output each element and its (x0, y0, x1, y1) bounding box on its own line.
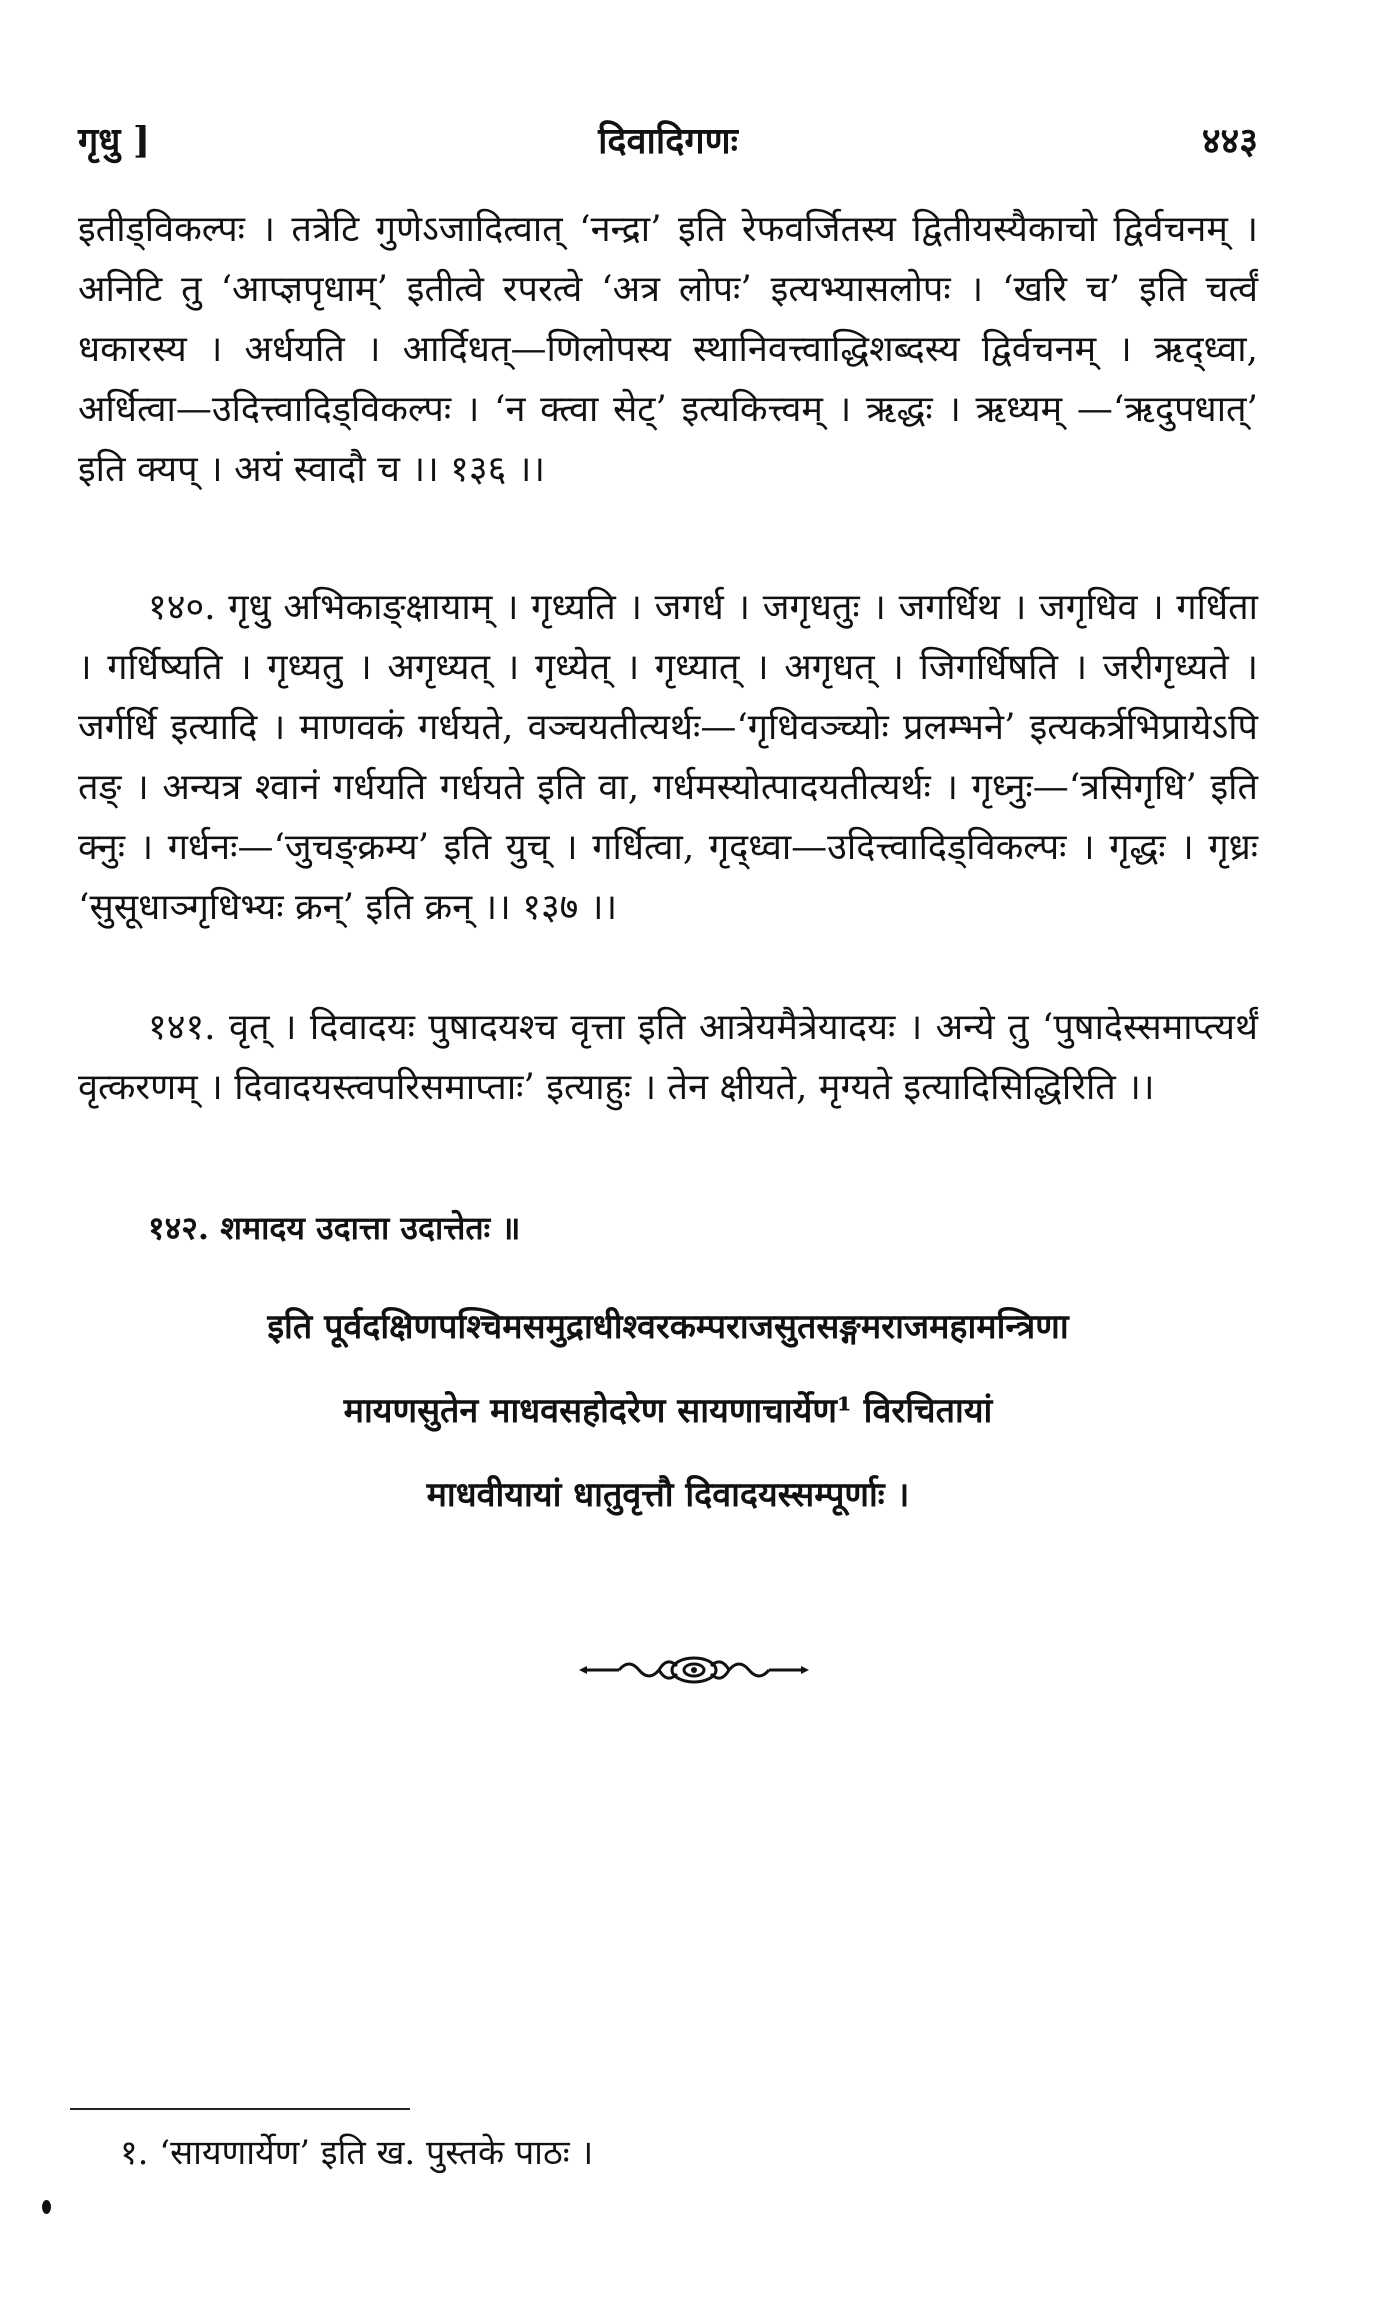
colophon-line-2: मायणसुतेन माधवसहोदरेण सायणाचार्येण¹ विरचितायां (343, 1391, 993, 1431)
ornament-flourish-icon (579, 1650, 809, 1690)
paragraph-sutra-141 (78, 998, 1258, 1118)
page-number: ४४३ (1201, 120, 1258, 162)
paragraph-sutra-140 (78, 578, 1258, 938)
ornament-divider-icon (0, 1650, 1388, 1694)
colophon-line-1: इति पूर्वदक्षिणपश्चिमसमुद्राधीश्वरकम्पराजसुतसङ्गमराजमहामन्त्रिणा (267, 1307, 1069, 1347)
header-left-keyword: गृधु ] (78, 120, 150, 162)
paragraph-text: १४१. वृत् । दिवादयः पुषादयश्च वृत्ता इति आत्रेयमैत्रेयादयः । अन्ये तु ‘पुषादेस्समाप्त्यर्थं वृत्करणम् । दिवादयस्त्वपरिसमाप्ताः’ इत्याहुः । तेन क्षीयते, मृग्यते इत्यादिसिद्धिरिति ।। (78, 1007, 1258, 1108)
paragraph-text: इतीड्विकल्पः । तत्रेटि गुणेऽजादित्वात् ‘नन्द्रा’ इति रेफवर्जितस्य द्वितीयस्यैकाचो द्विर्वचनम् । अनिटि तु ‘आप्ज्ञपृधाम्’ इतीत्वे रपरत्वे ‘अत्र लोपः’ इत्यभ्यासलोपः । ‘खरि च’ इति चर्त्वं धकारस्य । अर्धयति । आर्दिधत्—णिलोपस्य स्थानिवत्त्वाद्धिशब्दस्य द्विर्वचनम् । ऋद्ध्वा, अर्धित्वा—उदित्त्वादिड्विकल्पः । ‘न क्त्वा सेट्’ इत्यकित्त्वम् । ऋद्धः । ऋध्यम् —‘ऋदुपधात्’ इति क्यप् । अयं स्वादौ च ।। १३६ ।। (78, 209, 1258, 490)
footnote: १. ‘सायणार्येण’ इति ख. पुस्तके पाठः । (120, 2133, 594, 2173)
colophon (78, 1285, 1258, 1537)
header-title: दिवादिगणः (598, 120, 738, 162)
paragraph-text: १४२. शमादय उदात्ता उदात्तेतः ॥ (148, 1209, 521, 1247)
paragraph-sutra-142 (78, 1198, 1258, 1258)
colophon-line-3: माधवीयायां धातुवृत्तौ दिवादयस्सम्पूर्णाः । (426, 1475, 910, 1515)
running-header (78, 115, 1258, 175)
paragraph-1 (78, 200, 1258, 500)
paragraph-text: १४०. गृधु अभिकाङ्क्षायाम् । गृध्यति । जगर्ध । जगृधतुः । जगर्धिथ । जगृधिव । गर्धिता । गर्धिष्यति । गृध्यतु । अगृध्यत् । गृध्येत् । गृध्यात् । अगृधत् । जिगर्धिषति । जरीगृध्यते । जर्गर्धि इत्यादि । माणवकं गर्धयते, वञ्चयतीत्यर्थः—‘गृधिवञ्च्योः प्रलम्भने’ इत्यकर्त्रभिप्रायेऽपि तङ् । अन्यत्र श्वानं गर्धयति गर्धयते इति वा, गर्धमस्योत्पादयतीत्यर्थः । गृध्नुः—‘त्रसिगृधि’ इति क्नुः । गर्धनः—‘जुचङ्क्रम्य’ इति युच् । गर्धित्वा, गृद्ध्वा—उदित्त्वादिड्विकल्पः । गृद्धः । गृध्रः ‘सुसूधाञ्गृधिभ्यः क्रन्’ इति क्रन् ।। १३७ ।। (78, 587, 1258, 928)
print-speck (42, 2200, 51, 2214)
footnote-divider (70, 2108, 410, 2110)
